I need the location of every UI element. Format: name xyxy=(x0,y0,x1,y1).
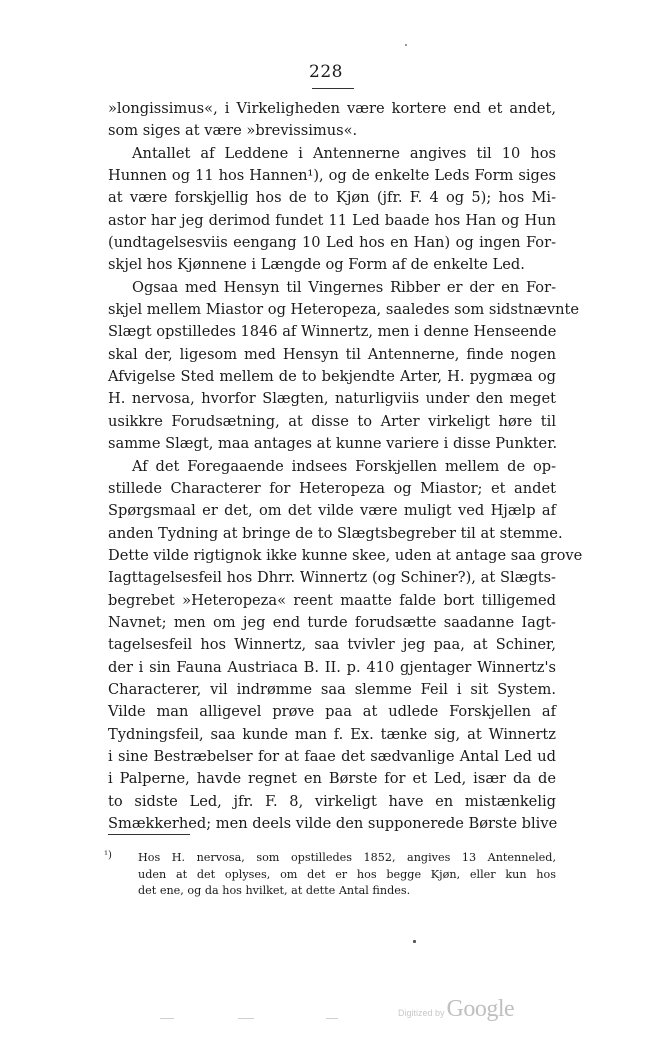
footnote-line: uden at det oplyses, om det er hos begge Kjøn, eller kun hos xyxy=(138,867,556,881)
speck-mark xyxy=(405,44,407,46)
text-line: Afvigelse Sted mellem de to bekjendte Arter, H. pygmæa og xyxy=(108,368,556,386)
text-line: tagelsesfeil hos Winnertz, saa tvivler jeg paa, at Schiner, xyxy=(108,636,556,654)
footnote-rule xyxy=(108,834,190,835)
text-line: Antallet af Leddene i Antennerne angives til 10 hos xyxy=(132,144,556,162)
text-line: Tydningsfeil, saa kunde man f. Ex. tænke sig, at Winnertz xyxy=(108,725,556,743)
text-line: Vilde man alligevel prøve paa at udlede Forskjellen af xyxy=(108,703,556,721)
text-line: usikkre Forudsætning, at disse to Arter virkeligt høre til xyxy=(108,412,556,430)
footnote-text: Hos H. nervosa, som opstilledes 1852, angives 13 Antenneled, xyxy=(138,851,556,864)
text-line: Smækkerhed; men deels vilde den supponerede Børste blive xyxy=(108,815,558,832)
text-line: Slægt opstilledes 1846 af Winnertz, men i denne Henseende xyxy=(108,323,557,341)
text-line: i Palperne, havde regnet en Børste for et Led, især da de xyxy=(108,770,556,788)
footnote-line xyxy=(104,850,556,867)
text-line: »longissimus«, i Virkeligheden være kortere end et andet, xyxy=(108,100,556,117)
text-line: (undtagelsesviis eengang 10 Led hos en Han) og ingen For- xyxy=(108,234,556,252)
text-line: astor har jeg derimod fundet 11 Led baade hos Han og Hun xyxy=(108,211,556,229)
bottom-dash xyxy=(326,1018,338,1019)
text-line: i sine Bestræbelser for at faae det sædvanlige Antal Led ud xyxy=(108,747,556,765)
text-line: samme Slægt, maa antages at kunne variere i disse Punkter. xyxy=(108,435,558,453)
text-line: anden Tydning at bringe de to Slægtsbegreber til at stemme. xyxy=(108,524,563,542)
text-line: skal der, ligesom med Hensyn til Antennerne, finde nogen xyxy=(108,345,556,363)
text-line: at være forskjellig hos de to Kjøn (jfr. F. 4 og 5); hos Mi- xyxy=(108,189,556,207)
text-line: Af det Foregaaende indsees Forskjellen mellem de op- xyxy=(132,457,556,475)
footnote-marker: ¹) xyxy=(104,850,112,861)
text-line: to sidste Led, jfr. F. 8, virkeligt have en mistænkelig xyxy=(108,792,556,810)
text-line: skjel hos Kjønnene i Længde og Form af de enkelte Led. xyxy=(108,256,525,274)
text-line: der i sin Fauna Austriaca B. II. p. 410 gjentager Winnertz's xyxy=(108,658,556,676)
footnote-line: det ene, og da hos hvilket, at dette Antal findes. xyxy=(138,884,411,897)
google-logo: Google xyxy=(446,996,515,1022)
text-line: H. nervosa, hvorfor Slægten, naturligviis under den meget xyxy=(108,390,556,408)
text-line: begrebet »Heteropeza« reent maatte falde bort tilligemed xyxy=(108,591,556,609)
page-number: 228 xyxy=(309,62,343,82)
bottom-dash xyxy=(160,1018,174,1019)
text-line: stillede Characterer for Heteropeza og Miastor; et andet xyxy=(108,479,556,497)
watermark-prefix: Digitized by xyxy=(398,1008,445,1018)
text-line: skjel mellem Miastor og Heteropeza, saaledes som sidstnævnte xyxy=(108,301,579,319)
text-line: Hunnen og 11 hos Hannen¹), og de enkelte Leds Form siges xyxy=(108,167,556,185)
text-line: Characterer, vil indrømme saa slemme Feil i sit System. xyxy=(108,680,556,698)
text-line: Dette vilde rigtignok ikke kunne skee, uden at antage saa grove xyxy=(108,546,583,564)
speck-mark xyxy=(413,940,416,943)
text-line: som siges at være »brevissimus«. xyxy=(108,122,358,140)
google-watermark xyxy=(398,996,514,1036)
text-line: Navnet; men om jeg end turde forudsætte saadanne Iagt- xyxy=(108,613,556,631)
bottom-dash xyxy=(238,1018,254,1019)
page-number-rule xyxy=(312,88,354,89)
footnotes xyxy=(104,850,556,900)
text-line: Ogsaa med Hensyn til Vingernes Ribber er der en For- xyxy=(132,278,556,296)
text-line: Spørgsmaal er det, om det vilde være muligt ved Hjælp af xyxy=(108,502,556,520)
text-line: Iagttagelsesfeil hos Dhrr. Winnertz (og Schiner?), at Slægts- xyxy=(108,569,556,587)
body-text xyxy=(108,98,583,835)
